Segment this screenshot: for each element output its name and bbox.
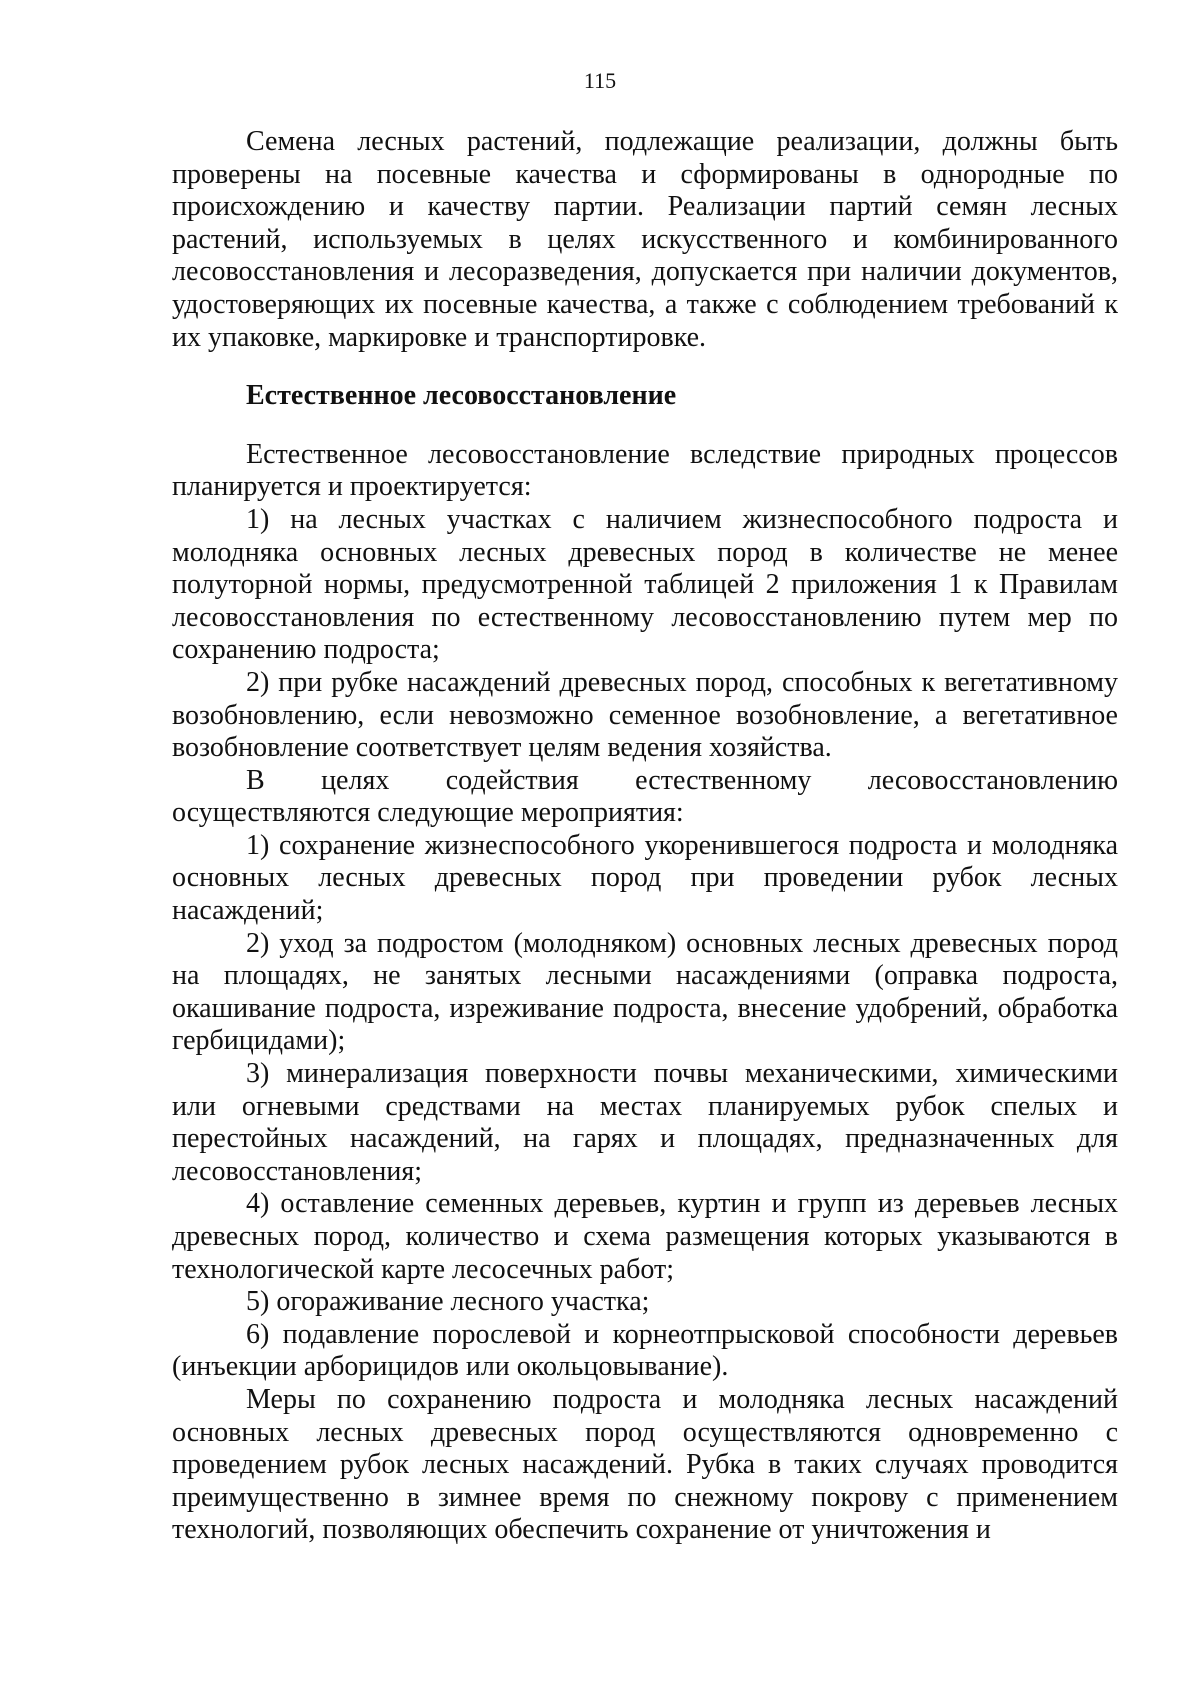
measure-item-2: 2) уход за подростом (молодняком) основных лесных древесных пород на площадях, не занятых лесными насаждениями (оправка подроста, окашивание подроста, изреживание подроста, внесение удобрений, обработка гербицидами); — [172, 927, 1118, 1057]
measures-lead-paragraph: В целях содействия естественному лесовосстановлению осуществляются следующие мероприятия: — [172, 764, 1118, 829]
spacer — [172, 354, 1118, 380]
section-heading: Естественное лесовосстановление — [246, 380, 677, 412]
measure-item-3: 3) минерализация поверхности почвы механическими, химическими или огневыми средствами на местах планируемых рубок спелых и перестойных насаждений, на гарях и площадях, предназначенных для лесовосстановления; — [172, 1058, 1118, 1187]
document-body — [172, 126, 1118, 1547]
measure-item-6: 6) подавление порослевой и корнеотпрысковой способности деревьев (инъекции арборицидов или окольцовывание). — [172, 1318, 1118, 1383]
measure-item-5: 5) огораживание лесного участка; — [246, 1286, 650, 1318]
page-number: 115 — [583, 68, 617, 93]
spacer — [172, 413, 1118, 439]
measure-item-1: 1) сохранение жизнеспособного укоренившегося подроста и молодняка основных лесных древесных пород при проведении рубок лесных насаждений; — [172, 829, 1118, 927]
section-lead-paragraph: Естественное лесовосстановление вследствие природных процессов планируется и проектируется: — [172, 438, 1118, 503]
closing-paragraph: Меры по сохранению подроста и молодняка лесных насаждений основных лесных древесных пород осуществляются одновременно с проведением рубок лесных насаждений. Рубка в таких случаях проводится преимущественно в зимнее время по снежному покрову с применением технологий, позволяющих обеспечить сохранение от уничтожения и — [172, 1383, 1118, 1546]
measure-item-4: 4) оставление семенных деревьев, куртин и групп из деревьев лесных древесных пород, количество и схема размещения которых указываются в технологической карте лесосечных работ; — [172, 1188, 1118, 1285]
planning-item-1: 1) на лесных участках с наличием жизнеспособного подроста и молодняка основных лесных древесных пород в количестве не менее полуторной нормы, предусмотренной таблицей 2 приложения 1 к Правилам лесовосстановления по естественному лесовосстановлению путем мер по сохранению подроста; — [172, 503, 1118, 666]
intro-paragraph: Семена лесных растений, подлежащие реализации, должны быть проверены на посевные качества и сформированы в однородные по происхождению и качеству партии. Реализации партий семян лесных растений, используемых в целях искусственного и комбинированного лесовосстановления и лесоразведения, допускается при наличии документов, удостоверяющих их посевные качества, а также с соблюдением требований к их упаковке, маркировке и транспортировке. — [172, 126, 1118, 353]
planning-item-2: 2) при рубке насаждений древесных пород, способных к вегетативному возобновлению, если невозможно семенное возобновление, а вегетативное возобновление соответствует целям ведения хозяйства. — [172, 666, 1118, 764]
